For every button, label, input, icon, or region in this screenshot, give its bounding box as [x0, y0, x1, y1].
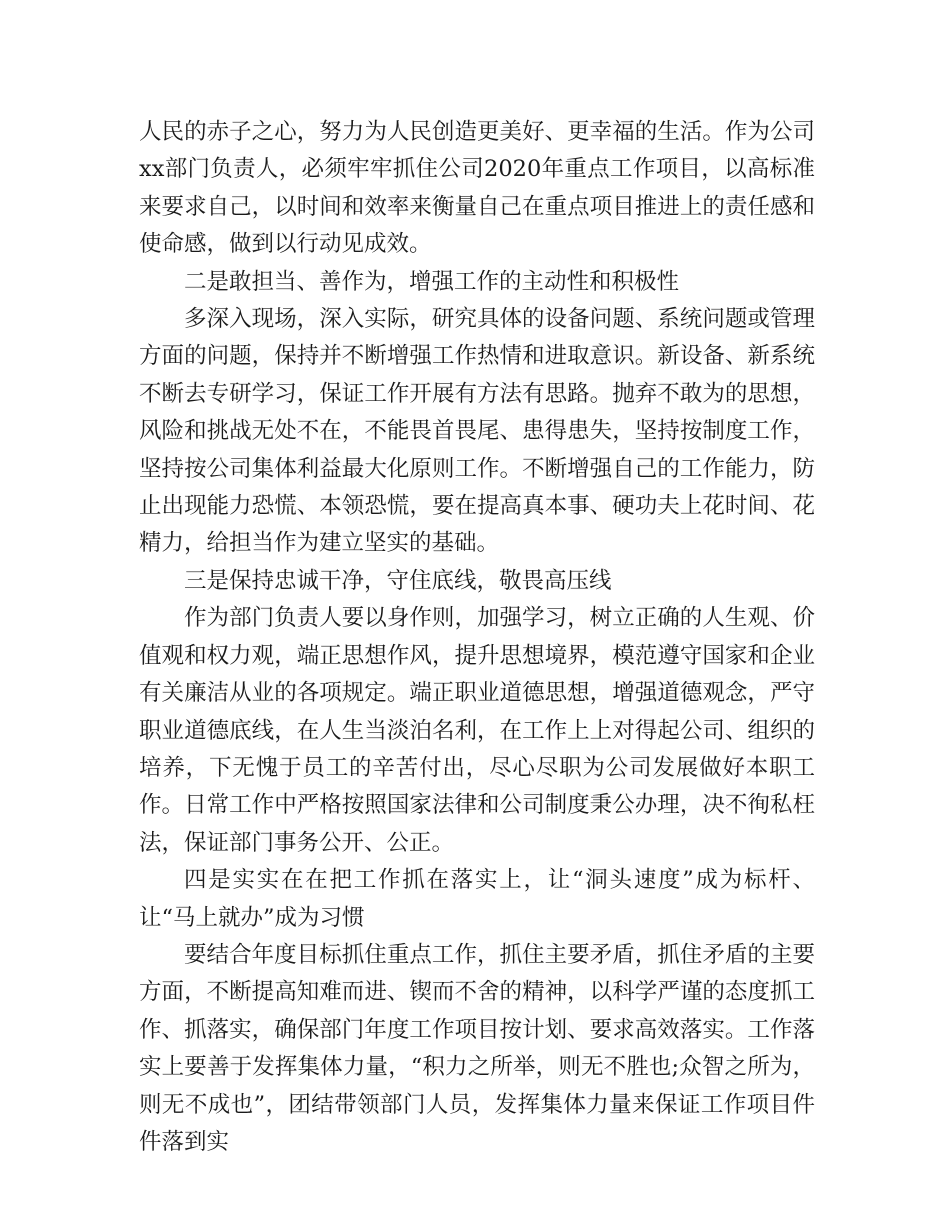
document-body [139, 114, 815, 1161]
section-heading-2: 二是敢担当、善作为，增强工作的主动性和积极性 [184, 268, 680, 295]
section-heading-4: 四是实实在在把工作抓在落实上，让“洞头速度”成为标杆、让“马上就办”成为习惯 [139, 867, 815, 931]
paragraph-section-4: 要结合年度目标抓住重点工作，抓住主要矛盾，抓住矛盾的主要方面，不断提高知难而进、锲而不舍的精神，以科学严谨的态度抓工作、抓落实，确保部门年度工作项目按计划、要求高效落实。工作落实上要善于发挥集体力量，“积力之所举，则无不胜也;众智之所为，则无不成也”，团结带领部门人员，发挥集体力量来保证工作项目件件落到实 [139, 941, 815, 1155]
paragraph-section-3: 作为部门负责人要以身作则，加强学习，树立正确的人生观、价值观和权力观，端正思想作风，提升思想境界，模范遵守国家和企业有关廉洁从业的各项规定。端正职业道德思想，增强道德观念，严守职业道德底线，在人生当淡泊名利，在工作上上对得起公司、组织的培养，下无愧于员工的辛苦付出，尽心尽职为公司发展做好本职工作。日常工作中严格按照国家法律和公司制度秉公办理，决不徇私枉法，保证部门事务公开、公正。 [139, 605, 815, 856]
paragraph-section-2: 多深入现场，深入实际，研究具体的设备问题、系统问题或管理方面的问题，保持并不断增强工作热情和进取意识。新设备、新系统不断去专研学习，保证工作开展有方法有思路。抛弃不敢为的思想，风险和挑战无处不在，不能畏首畏尾、患得患失，坚持按制度工作，坚持按公司集体利益最大化原则工作。不断增强自己的工作能力，防止出现能力恐慌、本领恐慌，要在提高真本事、硬功夫上花时间、花精力，给担当作为建立坚实的基础。 [139, 306, 815, 557]
section-heading-3: 三是保持忠诚干净，守住底线，敬畏高压线 [184, 567, 612, 594]
paragraph-continuation: 人民的赤子之心，努力为人民创造更美好、更幸福的生活。作为公司xx部门负责人，必须牢牢抓住公司2020年重点工作项目，以高标准来要求自己，以时间和效率来衡量自己在重点项目推进上的责任感和使命感，做到以行动见成效。 [139, 119, 815, 258]
